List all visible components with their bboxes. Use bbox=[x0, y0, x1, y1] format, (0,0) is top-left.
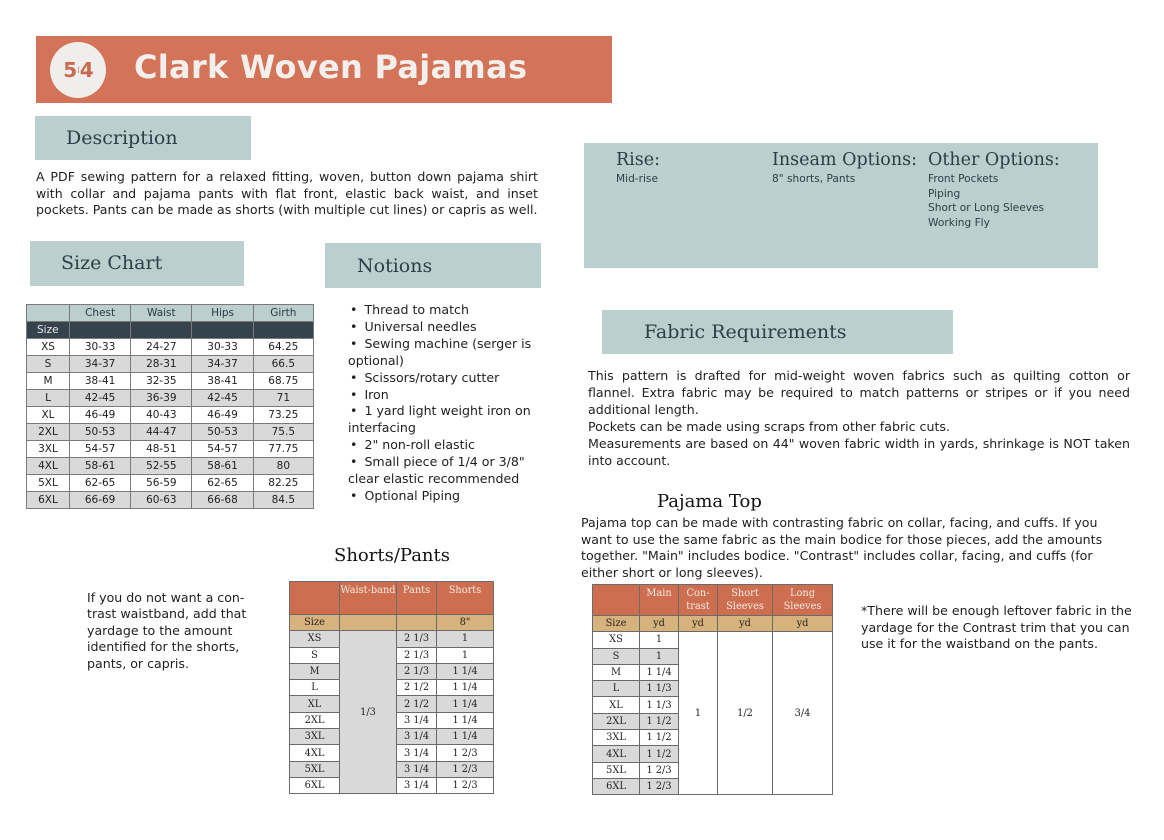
table-cell: 3XL bbox=[27, 441, 70, 458]
logo-by: ¦ bbox=[77, 66, 79, 74]
table-cell: 28-31 bbox=[131, 356, 192, 373]
header-cell: Waist bbox=[131, 305, 192, 322]
table-cell: 75.5 bbox=[253, 424, 313, 441]
size-chart-row bbox=[27, 356, 314, 373]
table-cell: M bbox=[27, 373, 70, 390]
notion-item: • Iron bbox=[348, 387, 538, 404]
main-cell: 1 bbox=[640, 648, 679, 664]
inseam-heading: Inseam Options: bbox=[772, 150, 917, 170]
main-cell: 1 1/2 bbox=[640, 730, 679, 746]
table-cell: 2 1/3 bbox=[397, 631, 437, 647]
size-chart-row bbox=[27, 424, 314, 441]
header-cell: Long Sleeves bbox=[773, 585, 833, 616]
options-box bbox=[584, 143, 1098, 268]
header-cell bbox=[290, 582, 340, 615]
table-cell: XS bbox=[27, 339, 70, 356]
other-option: Piping bbox=[928, 187, 961, 200]
table-cell: 54-57 bbox=[192, 441, 253, 458]
fabric-text bbox=[588, 367, 1130, 469]
notion-item: • Universal needles bbox=[348, 319, 538, 336]
notions-list bbox=[348, 302, 538, 505]
size-cell: XL bbox=[290, 696, 340, 712]
title-banner bbox=[36, 36, 612, 103]
size-cell: 3XL bbox=[290, 729, 340, 745]
size-chart-heading: Size Chart bbox=[61, 252, 163, 274]
subheader-cell bbox=[397, 615, 437, 631]
table-cell: 3 1/4 bbox=[397, 712, 437, 728]
fabric-heading-box bbox=[602, 310, 953, 354]
other-option: Front Pockets bbox=[928, 173, 999, 185]
table-cell: 80 bbox=[253, 458, 313, 475]
pajama-top-text: Pajama top can be made with contrasting fabric on collar, facing, and cuffs. If you want to use the same fabric as the main bodice for those pieces, add the amounts together. "Main" includes bodice. "Contrast" includes collar, facing, and cuffs (for either short or long sleeves). bbox=[581, 515, 1103, 580]
table-cell: S bbox=[27, 356, 70, 373]
main-cell: 1 1/2 bbox=[640, 713, 679, 729]
header-cell: Con-trast bbox=[679, 585, 718, 616]
inseam-value: 8" shorts, Pants bbox=[772, 173, 856, 185]
main-cell: 1 1/4 bbox=[640, 664, 679, 680]
table-cell: 30-33 bbox=[192, 339, 253, 356]
waistband-cell: 1/3 bbox=[340, 631, 397, 794]
header-cell: Girth bbox=[253, 305, 313, 322]
shorts-row bbox=[290, 631, 494, 647]
table-cell: 1 1/4 bbox=[437, 663, 494, 679]
table-cell: 2XL bbox=[27, 424, 70, 441]
table-cell: 1 2/3 bbox=[437, 777, 494, 793]
table-cell: 58-61 bbox=[192, 458, 253, 475]
table-cell: 1 2/3 bbox=[437, 761, 494, 777]
table-cell: 2 1/3 bbox=[397, 663, 437, 679]
header-cell: Waist-band bbox=[340, 582, 397, 615]
fabric-paragraph: This pattern is drafted for mid-weight woven fabrics such as quilting cotton or flannel. Extra fabric may be required to match patterns or stripes or if you need additional length. bbox=[588, 368, 1130, 417]
table-cell: 66-69 bbox=[70, 492, 131, 509]
size-cell: XS bbox=[593, 632, 640, 648]
table-cell: 42-45 bbox=[192, 390, 253, 407]
size-chart-row bbox=[27, 458, 314, 475]
description-text: A PDF sewing pattern for a relaxed fitting, woven, button down pajama shirt with collar and pajama pants with flat front, elastic back waist, and inset pockets. Pants can be made as shorts (with multiple cut lines) or capris as well. bbox=[36, 169, 538, 218]
subheader-cell bbox=[340, 615, 397, 631]
fabric-paragraph: Measurements are based on 44" woven fabric width in yards, shrinkage is NOT taken into account. bbox=[588, 436, 1130, 468]
table-cell: 2 1/2 bbox=[397, 696, 437, 712]
table-cell: 77.75 bbox=[253, 441, 313, 458]
notion-item: • Optional Piping bbox=[348, 488, 538, 505]
table-cell: 2 1/2 bbox=[397, 680, 437, 696]
shorts-pants-note: If you do not want a con-trast waistband, add that yardage to the amount identified for the shorts, pants, or capris. bbox=[87, 590, 247, 671]
fabric-heading: Fabric Requirements bbox=[644, 321, 847, 343]
size-cell: 6XL bbox=[593, 778, 640, 794]
subheader-cell: Size bbox=[290, 615, 340, 631]
table-cell: 73.25 bbox=[253, 407, 313, 424]
table-cell: 54-57 bbox=[70, 441, 131, 458]
size-cell: M bbox=[290, 663, 340, 679]
size-chart-header-row bbox=[27, 305, 314, 322]
table-cell: 50-53 bbox=[192, 424, 253, 441]
table-cell: 3 1/4 bbox=[397, 777, 437, 793]
size-cell: 3XL bbox=[593, 730, 640, 746]
size-cell: 5XL bbox=[290, 761, 340, 777]
other-option: Short or Long Sleeves bbox=[928, 202, 1045, 214]
main-cell: 1 2/3 bbox=[640, 762, 679, 778]
header-cell: Hips bbox=[192, 305, 253, 322]
size-cell: XL bbox=[593, 697, 640, 713]
brand-logo bbox=[50, 42, 106, 98]
table-cell: 58-61 bbox=[70, 458, 131, 475]
subheader-cell: 8" bbox=[437, 615, 494, 631]
shorts-pants-heading: Shorts/Pants bbox=[334, 545, 450, 566]
size-chart-row bbox=[27, 492, 314, 509]
size-cell: 5XL bbox=[593, 762, 640, 778]
table-cell: 4XL bbox=[27, 458, 70, 475]
table-cell: 34-37 bbox=[70, 356, 131, 373]
table-cell: XL bbox=[27, 407, 70, 424]
notion-item: • 2" non-roll elastic bbox=[348, 437, 538, 454]
size-chart-row bbox=[27, 475, 314, 492]
table-cell: 46-49 bbox=[192, 407, 253, 424]
table-cell: 62-65 bbox=[192, 475, 253, 492]
table-cell: 3 1/4 bbox=[397, 761, 437, 777]
main-cell: 1 1/3 bbox=[640, 681, 679, 697]
notion-item: • Sewing machine (serger is optional) bbox=[348, 336, 538, 370]
table-cell: 6XL bbox=[27, 492, 70, 509]
notion-item: • Small piece of 1/4 or 3/8" clear elastic recommended bbox=[348, 454, 538, 488]
size-cell: 2XL bbox=[290, 712, 340, 728]
size-cell: M bbox=[593, 664, 640, 680]
header-cell: Main bbox=[640, 585, 679, 616]
rise-heading: Rise: bbox=[616, 150, 661, 170]
notions-heading-box bbox=[325, 243, 541, 288]
header-cell bbox=[593, 585, 640, 616]
subheader-cell: yd bbox=[640, 616, 679, 632]
notion-item: • 1 yard light weight iron on interfacing bbox=[348, 403, 538, 437]
top-row bbox=[593, 632, 833, 648]
table-cell: 64.25 bbox=[253, 339, 313, 356]
size-cell: 6XL bbox=[290, 777, 340, 793]
size-chart-row bbox=[27, 390, 314, 407]
size-cell: 2XL bbox=[593, 713, 640, 729]
size-cell: L bbox=[593, 681, 640, 697]
size-chart-row bbox=[27, 407, 314, 424]
other-options-heading: Other Options: bbox=[928, 150, 1060, 170]
table-cell: 2 1/3 bbox=[397, 647, 437, 663]
table-cell: 66.5 bbox=[253, 356, 313, 373]
shorts-pants-table bbox=[289, 581, 494, 794]
header-cell bbox=[27, 305, 70, 322]
rise-value: Mid-rise bbox=[616, 173, 658, 185]
logo-digit-right: 4 bbox=[79, 58, 93, 82]
size-chart-subheader-row bbox=[27, 322, 314, 339]
top-subheader-row bbox=[593, 616, 833, 632]
shorts-header-row bbox=[290, 582, 494, 615]
table-cell: 52-55 bbox=[131, 458, 192, 475]
size-cell: L bbox=[290, 680, 340, 696]
size-chart-row bbox=[27, 373, 314, 390]
table-cell: 56-59 bbox=[131, 475, 192, 492]
header-cell: Chest bbox=[70, 305, 131, 322]
table-cell: 44-47 bbox=[131, 424, 192, 441]
table-cell: 84.5 bbox=[253, 492, 313, 509]
table-cell: 1 1/4 bbox=[437, 712, 494, 728]
other-options-list bbox=[928, 172, 1044, 230]
subheader-cell: yd bbox=[679, 616, 718, 632]
header-cell: Pants bbox=[397, 582, 437, 615]
table-cell: 1 1/4 bbox=[437, 729, 494, 745]
long-sleeves-cell: 3/4 bbox=[773, 632, 833, 795]
size-cell: 4XL bbox=[593, 746, 640, 762]
table-cell: 1 2/3 bbox=[437, 745, 494, 761]
table-cell: 24-27 bbox=[131, 339, 192, 356]
pajama-top-footnote: *There will be enough leftover fabric in the yardage for the Contrast trim that you can use it for the waistband on the pants. bbox=[861, 603, 1132, 651]
table-cell: 36-39 bbox=[131, 390, 192, 407]
fabric-paragraph: Pockets can be made using scraps from other fabric cuts. bbox=[588, 419, 950, 434]
main-cell: 1 bbox=[640, 632, 679, 648]
table-cell: 1 1/4 bbox=[437, 696, 494, 712]
notion-item: • Thread to match bbox=[348, 302, 538, 319]
table-cell: 42-45 bbox=[70, 390, 131, 407]
pajama-top-table bbox=[592, 584, 833, 795]
other-option: Working Fly bbox=[928, 216, 990, 229]
table-cell: L bbox=[27, 390, 70, 407]
notions-heading: Notions bbox=[357, 255, 433, 277]
logo-digit-left: 5 bbox=[63, 58, 77, 82]
table-cell: 68.75 bbox=[253, 373, 313, 390]
table-cell: 66-68 bbox=[192, 492, 253, 509]
contrast-cell: 1 bbox=[679, 632, 718, 795]
table-cell: 38-41 bbox=[70, 373, 131, 390]
table-cell: 30-33 bbox=[70, 339, 131, 356]
size-cell: S bbox=[593, 648, 640, 664]
table-cell: 71 bbox=[253, 390, 313, 407]
notion-item: • Scissors/rotary cutter bbox=[348, 370, 538, 387]
size-chart-row bbox=[27, 441, 314, 458]
table-cell: 50-53 bbox=[70, 424, 131, 441]
main-cell: 1 2/3 bbox=[640, 778, 679, 794]
size-chart-heading-box bbox=[30, 241, 244, 286]
main-cell: 1 1/3 bbox=[640, 697, 679, 713]
table-cell: 34-37 bbox=[192, 356, 253, 373]
description-heading: Description bbox=[66, 127, 178, 149]
size-chart-row bbox=[27, 339, 314, 356]
table-cell: 5XL bbox=[27, 475, 70, 492]
table-cell: 3 1/4 bbox=[397, 745, 437, 761]
table-cell: 82.25 bbox=[253, 475, 313, 492]
subheader-cell: yd bbox=[718, 616, 773, 632]
size-chart-table bbox=[26, 304, 314, 509]
table-cell: 1 bbox=[437, 631, 494, 647]
pajama-top-heading: Pajama Top bbox=[657, 491, 762, 512]
table-cell: 40-43 bbox=[131, 407, 192, 424]
table-cell: 3 1/4 bbox=[397, 729, 437, 745]
table-cell: 48-51 bbox=[131, 441, 192, 458]
short-sleeves-cell: 1/2 bbox=[718, 632, 773, 795]
top-header-row bbox=[593, 585, 833, 616]
table-cell: 1 1/4 bbox=[437, 680, 494, 696]
table-cell: 60-63 bbox=[131, 492, 192, 509]
description-heading-box bbox=[35, 116, 251, 160]
subheader-cell: Size bbox=[593, 616, 640, 632]
subheader-cell: yd bbox=[773, 616, 833, 632]
page-title: Clark Woven Pajamas bbox=[134, 48, 528, 86]
size-cell: 4XL bbox=[290, 745, 340, 761]
header-cell: Short Sleeves bbox=[718, 585, 773, 616]
shorts-subheader-row bbox=[290, 615, 494, 631]
table-cell: 1 bbox=[437, 647, 494, 663]
size-cell: XS bbox=[290, 631, 340, 647]
main-cell: 1 1/2 bbox=[640, 746, 679, 762]
table-cell: 46-49 bbox=[70, 407, 131, 424]
header-cell: Shorts bbox=[437, 582, 494, 615]
table-cell: 32-35 bbox=[131, 373, 192, 390]
table-cell: 62-65 bbox=[70, 475, 131, 492]
size-cell: S bbox=[290, 647, 340, 663]
table-cell: 38-41 bbox=[192, 373, 253, 390]
subheader-cell: Size bbox=[27, 322, 70, 339]
